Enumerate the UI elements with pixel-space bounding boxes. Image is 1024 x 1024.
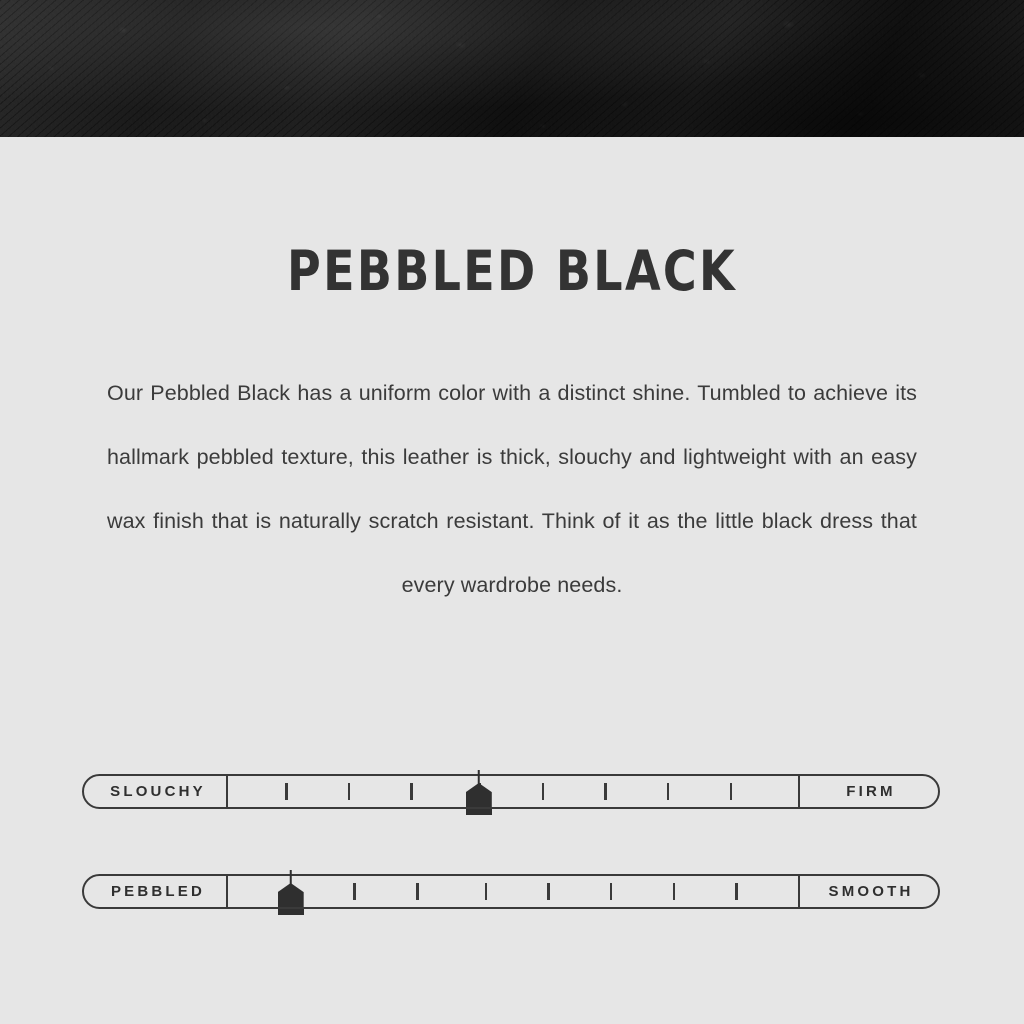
info-panel	[0, 137, 1024, 1024]
marker-base-icon	[466, 809, 492, 815]
scale-marker-slouchy-firm[interactable]	[464, 770, 494, 818]
scale-tick	[485, 883, 488, 900]
scale-tick	[410, 783, 413, 800]
page-title: PEBBLED BLACK	[287, 239, 737, 303]
scale-tick	[673, 883, 676, 900]
scale-track[interactable]	[228, 776, 798, 807]
scale-tick	[353, 883, 356, 900]
scale-left-label: PEBBLED	[84, 876, 228, 907]
scale-tick	[285, 783, 288, 800]
marker-base-icon	[278, 909, 304, 915]
leather-swatch-photo	[0, 0, 1024, 137]
scale-tick	[547, 883, 550, 900]
scale-right-label: SMOOTH	[798, 876, 938, 907]
slouchy-firm-scale	[82, 774, 940, 874]
scale-tick	[735, 883, 738, 900]
scale-tick	[667, 783, 670, 800]
scale-track[interactable]	[228, 876, 798, 907]
scale-marker-pebbled-smooth[interactable]	[276, 870, 306, 918]
attribute-scales	[82, 774, 940, 974]
scale-tick	[604, 783, 607, 800]
scale-left-label: SLOUCHY	[84, 776, 228, 807]
marker-body-icon	[466, 783, 492, 807]
scale-bar	[82, 874, 940, 909]
leather-description: Our Pebbled Black has a uniform color with a distinct shine. Tumbled to achieve its hallmark pebbled texture, this leather is thick, slouchy and lightweight with an easy wax finish that is naturally scratch resistant. Think of it as the little black dress that every wardrobe needs.	[107, 381, 917, 597]
leather-highlight-overlay	[0, 0, 1024, 137]
scale-bar	[82, 774, 940, 809]
scale-tick	[610, 883, 613, 900]
scale-tick	[730, 783, 733, 800]
scale-tick	[348, 783, 351, 800]
marker-body-icon	[278, 883, 304, 907]
scale-tick	[542, 783, 545, 800]
scale-right-label: FIRM	[798, 776, 938, 807]
pebbled-smooth-scale	[82, 874, 940, 974]
scale-tick	[416, 883, 419, 900]
